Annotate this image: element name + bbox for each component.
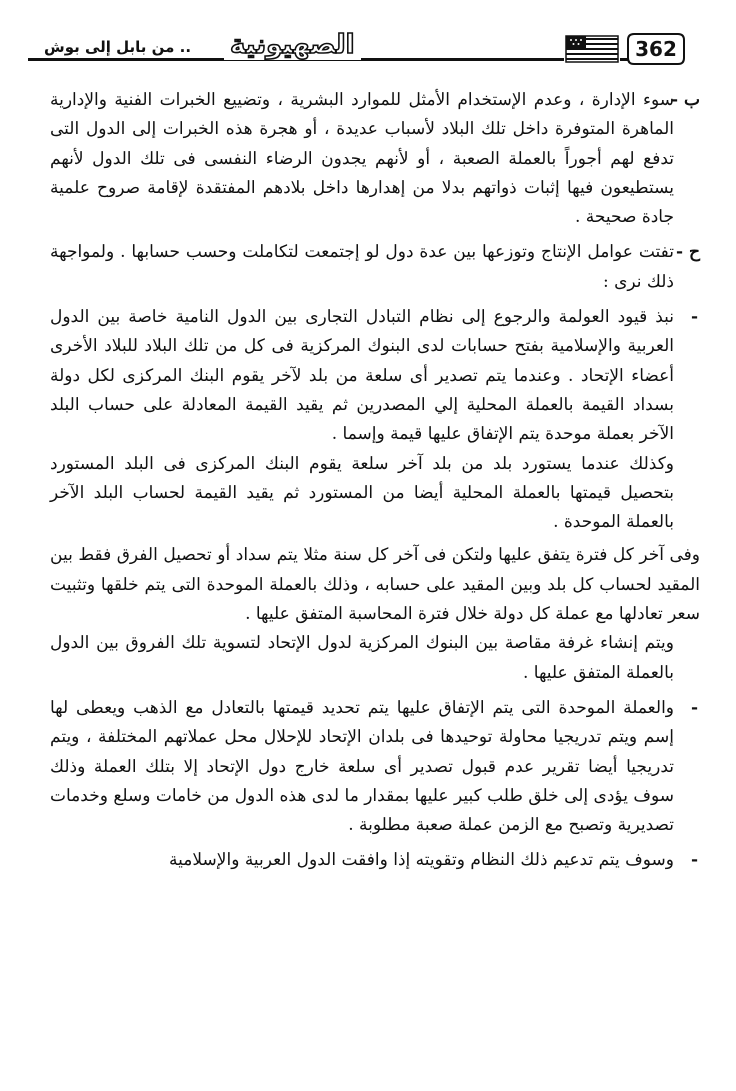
paragraph-bullet-support xyxy=(50,846,700,875)
paragraph-bullet-trade xyxy=(50,303,700,449)
paragraph-h xyxy=(50,238,700,297)
paragraph-text: سوء الإدارة ، وعدم الإستخدام الأمثل للموارد البشرية ، وتضييع الخبرات الفنية والإدارية الماهرة المتوفرة داخل تلك البلاد لأسباب عديدة ، أو هجرة هذه الخبرات إلى الدول التى تدفع لهم أجوراً بالعملة الصعبة ، أو لأنهم يجدون الرضاء النفسى فى تلك الدول لأنهم يستطيعون فيها إثبات ذواتهم بدلا من إهدارها داخل بلادهم المفتقدة لإقامة صروح علمية جادة صحيحة . xyxy=(50,90,674,228)
paragraph-text: وسوف يتم تدعيم ذلك النظام وتقويته إذا وافقت الدول العربية والإسلامية xyxy=(169,850,674,871)
paragraph-import xyxy=(50,450,700,538)
list-marker: ب - xyxy=(671,90,700,110)
paragraph-text: تفتت عوامل الإنتاج وتوزعها بين عدة دول لو إجتمعت لتكاملت وحسب حسابها . ولمواجهة ذلك نرى : xyxy=(50,242,674,292)
book-subtitle: .. من بابل إلى بوش xyxy=(38,38,197,56)
paragraph-text: نبذ قيود العولمة والرجوع إلى نظام التبادل التجارى بين الدول النامية خاصة بين الدول العربية والإسلامية بفتح حسابات لدى البنوك المركزية فى كل من تلك البلاد للبلاد الأخرى أعضاء الإتحاد . وعندما يتم تصدير أى سلعة من بلد لآخر يقوم البنك المركزى لكل دولة بسداد القيمة بالعملة المحلية إلي المصدرين ثم يقيد القيمة المعادلة على حساب البلد الآخر بعملة موحدة يتم الإتفاق عليها قيمة وإسما . xyxy=(50,307,674,445)
list-marker: - xyxy=(690,697,698,718)
paragraph-text: ويتم إنشاء غرفة مقاصة بين البنوك المركزية لدول الإتحاد لتسوية تلك الفروق بين الدول بالعملة المتفق عليها . xyxy=(50,633,674,683)
paragraph-b xyxy=(50,86,700,232)
paragraph-clearing-house xyxy=(50,629,700,688)
book-title: الصهيونية xyxy=(224,30,361,60)
paragraph-settlement xyxy=(50,541,700,629)
list-marker: - xyxy=(690,850,698,871)
flag-icon xyxy=(564,34,620,64)
page-header xyxy=(28,30,677,72)
paragraph-text: وكذلك عندما يستورد بلد من بلد آخر سلعة يقوم البنك المركزى فى البلد المستورد بتحصيل قيمتها بالعملة المحلية أيضا من المستورد ثم يقيد القيمة لحساب البلد الآخر بالعملة الموحدة . xyxy=(50,453,674,533)
page-number: 362 xyxy=(626,32,686,66)
list-marker: - xyxy=(690,307,698,328)
list-marker: ح - xyxy=(676,242,700,263)
paragraph-bullet-currency xyxy=(50,694,700,840)
paragraph-text: وفى آخر كل فترة يتفق عليها ولتكن فى آخر كل سنة مثلا يتم سداد أو تحصيل الفرق فقط بين المقيد لحساب كل بلد وبين المقيد على حسابه ، وذلك بالعملة الموحدة التى يتم خلقها وتثبيت سعر تعادلها مع عملة كل دولة خلال فترة المحاسبة المتفق عليها . xyxy=(50,545,700,625)
page-body xyxy=(50,86,700,876)
paragraph-text: والعملة الموحدة التى يتم الإتفاق عليها يتم تحديد قيمتها بالتعادل مع الذهب ويعطى لها إسم ويتم تدريجيا محاولة توحيدها فى بلدان الإتحاد للإحلال محل عملاتهم المختلفة ، ويتم تدريجيا أيضا تقرير عدم قبول تصدير أى سلعة خارج دول الإتحاد إلا بتلك العملة وذلك سوف يؤدى إلى خلق طلب كبير عليها بمقدار ما لدى هذه الدول من خامات وسلع وخدمات تصديرية وتصبح مع الزمن عملة صعبة مطلوبة . xyxy=(50,697,674,836)
